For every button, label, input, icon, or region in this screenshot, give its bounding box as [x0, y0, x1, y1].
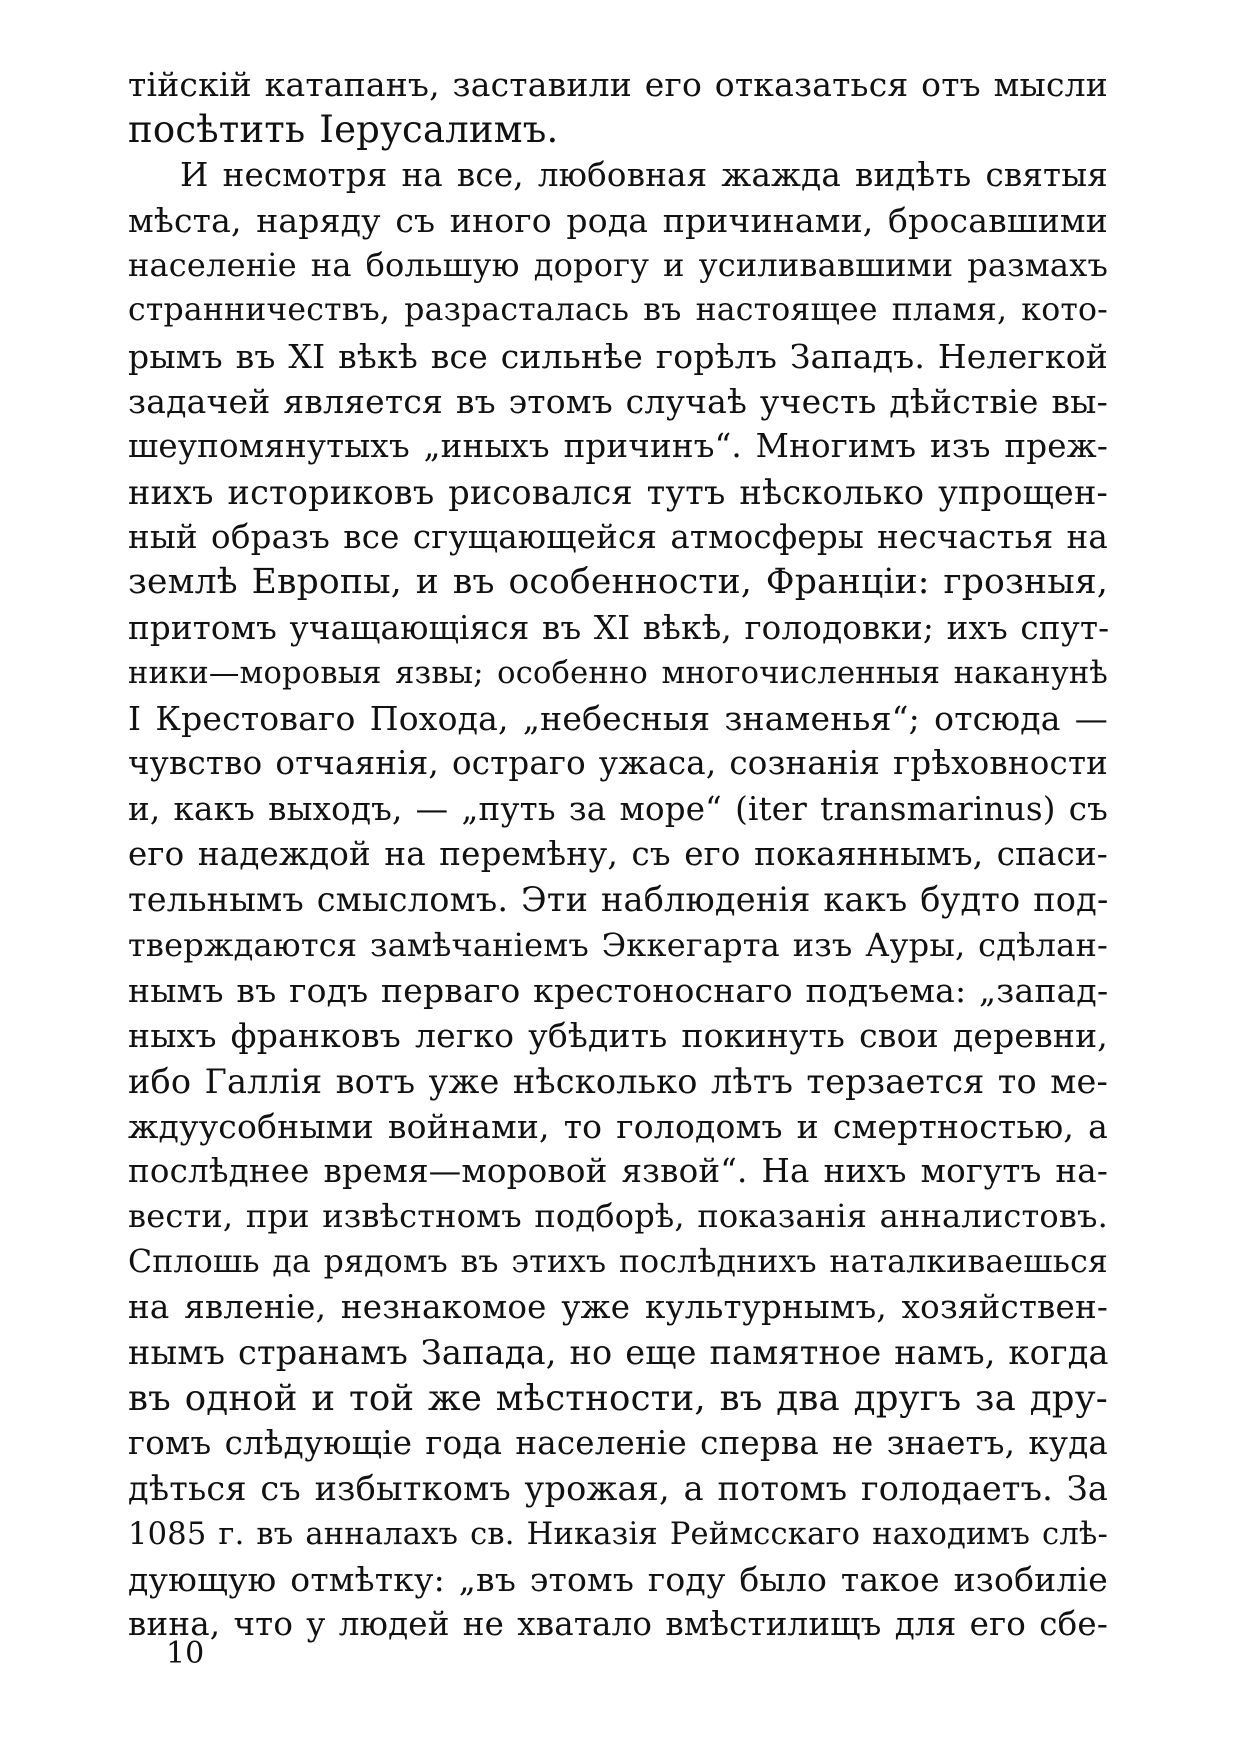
text-line: посѣтить Іерусалимъ. — [128, 108, 559, 152]
text-line: землѣ Европы, и въ особенности, Франціи: грозныя, — [128, 562, 1108, 603]
text-line: и, какъ выходъ, — „путь за море“ (iter transmarinus) съ — [128, 789, 1108, 828]
page-number: 10 — [166, 1636, 205, 1671]
text-line: чувство отчаянія, остраго ужаса, сознанія грѣховности — [128, 744, 1108, 783]
text-line: тельнымъ смысломъ. Эти наблюденія какъ будто под- — [128, 880, 1109, 920]
text-line: тверждаются замѣчаніемъ Эккегарта изъ Ауры, сдѣлан- — [128, 925, 1108, 964]
text-line: мѣста, наряду съ иного рода причинами, бросавшими — [128, 200, 1108, 240]
text-line: И несмотря на все, любовная жажда видѣть святыя — [180, 155, 1108, 194]
text-line: Сплошь да рядомъ въ этихъ послѣднихъ наталкиваешься — [128, 1243, 1108, 1280]
text-line: ждуусобными войнами, то голодомъ и смертностью, а — [128, 1106, 1108, 1146]
text-line: 1085 г. въ анналахъ св. Никазія Реймсскаго находимъ слѣ- — [128, 1516, 1108, 1552]
text-line: тійскій катапанъ, заставили его отказаться отъ мысли — [128, 65, 1108, 104]
text-line: ныхъ франковъ легко убѣдить покинуть свои деревни, — [128, 1016, 1108, 1056]
text-line: нымъ странамъ Запада, но еще памятное намъ, когда — [128, 1333, 1109, 1373]
text-line: вести, при извѣстномъ подборѣ, показанія анналистовъ. — [128, 1197, 1108, 1236]
text-line: населеніе на большую дорогу и усиливавшими размахъ — [128, 246, 1108, 285]
text-line: задачей является въ этомъ случаѣ учесть дѣйствіе вы- — [128, 382, 1108, 422]
text-line: ный образъ все сгущающейся атмосферы несчастья на — [128, 517, 1108, 556]
text-line: I Крестоваго Похода, „небесныя знаменья“; отсюда — — [128, 699, 1108, 739]
text-line: дѣться съ избыткомъ урожая, а потомъ голодаетъ. За — [128, 1469, 1108, 1509]
text-line: рымъ въ XI вѣкѣ все сильнѣе горѣлъ Западъ. Нелегкой — [128, 336, 1108, 376]
text-line: притомъ учащающіяся въ XI вѣкѣ, голодовки; ихъ спут- — [128, 608, 1110, 647]
text-line: дующую отмѣтку: „въ этомъ году было такое изобиліе — [128, 1559, 1108, 1599]
text-line: его надеждой на перемѣну, съ его покаяннымъ, спаси- — [128, 835, 1108, 874]
text-line: ники—моровыя язвы; особенно многочисленныя наканунѣ — [128, 655, 1108, 691]
body-text — [128, 62, 1108, 1647]
text-line: на явленіе, незнакомое уже культурнымъ, хозяйствен- — [128, 1288, 1108, 1327]
text-line: вина, что у людей не хватало вмѣстилищъ для его сбе- — [128, 1605, 1108, 1644]
text-line: въ одной и той же мѣстности, въ два другъ за дру- — [128, 1377, 1108, 1419]
text-line: гомъ слѣдующіе года населеніе сперва не знаетъ, куда — [128, 1423, 1108, 1462]
text-line: странничествъ, разрасталась въ настоящее пламя, кото- — [128, 292, 1108, 329]
text-line: нымъ въ годъ перваго крестоноснаго подъема: „запад- — [128, 970, 1109, 1010]
text-line: нихъ историковъ рисовался тутъ нѣсколько упрощен- — [128, 472, 1108, 512]
text-line: послѣднее время—моровой язвой“. На нихъ могутъ на- — [128, 1152, 1108, 1191]
text-line: шеупомянутыхъ „иныхъ причинъ“. Многимъ изъ преж- — [128, 427, 1108, 466]
text-line: ибо Галлія вотъ уже нѣсколько лѣтъ терзается то ме- — [128, 1061, 1108, 1101]
